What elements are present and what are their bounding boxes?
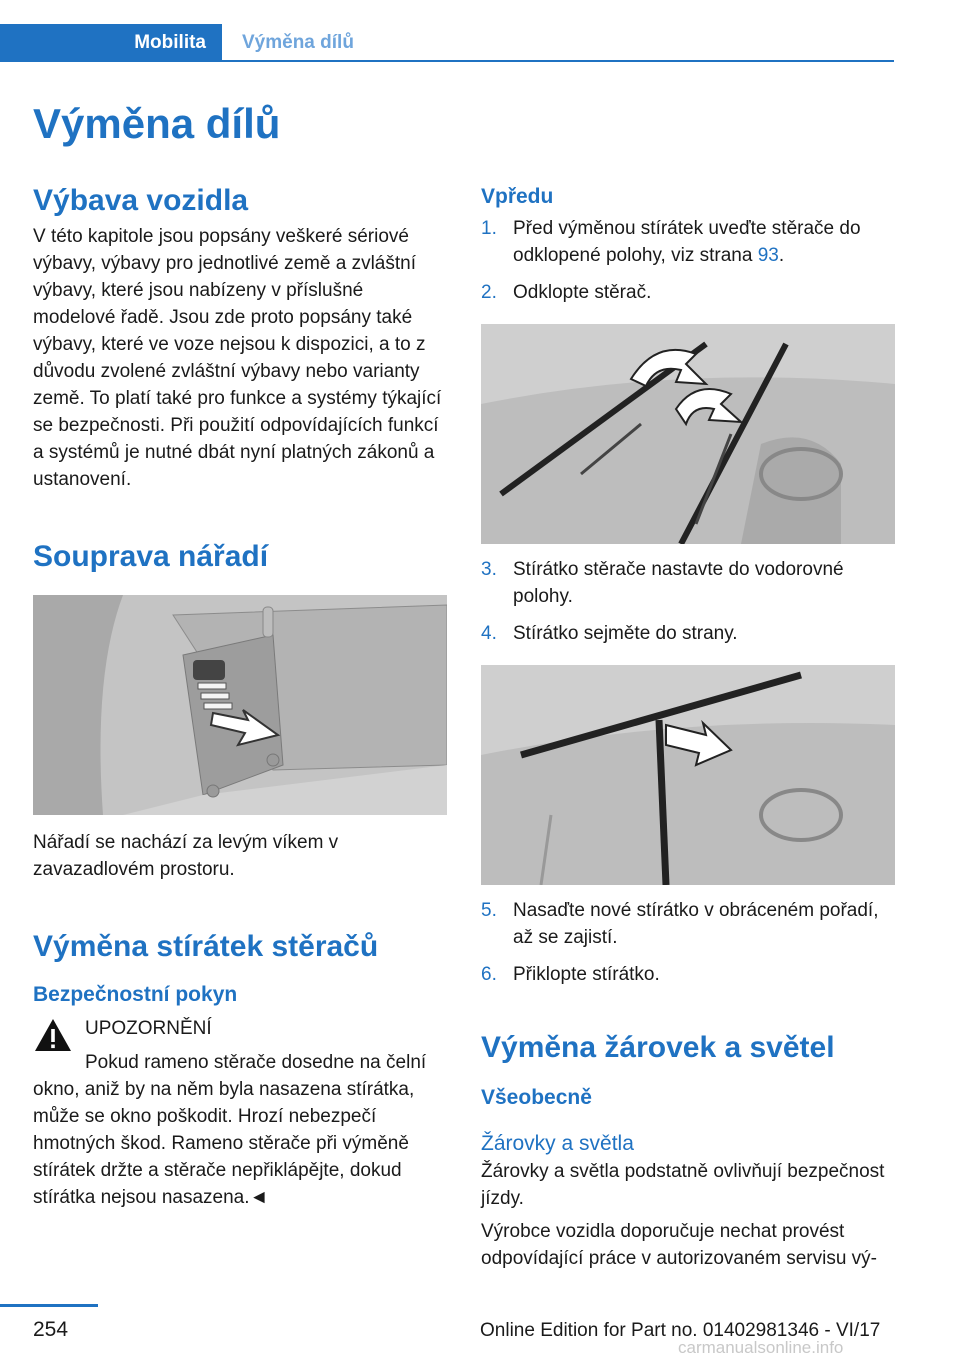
- edition-info: Online Edition for Part no. 01402981346 - VI/17: [480, 1320, 881, 1341]
- heading-vymena-staratek: Výměna stírátek stěračů: [33, 930, 379, 963]
- heading-vymena-zarovek: Výměna žárovek a světel: [481, 1031, 835, 1064]
- footer-rule: [0, 1304, 98, 1307]
- page-title: Výměna dílů: [33, 100, 281, 147]
- trunk-illustration: [33, 595, 447, 815]
- wiper-remove-illustration: [481, 665, 895, 885]
- step-item: [481, 620, 895, 647]
- header-rule: [222, 60, 894, 62]
- wiper-figure-2: [481, 665, 895, 885]
- page-number: 254: [33, 1318, 69, 1341]
- step-number: 5.: [481, 900, 497, 921]
- heading-vybava-vozidla: Výbava vozidla: [33, 184, 249, 217]
- step-text: Stírátko stěrače nastavte do vodorovné polohy.: [513, 559, 844, 607]
- step-number: 6.: [481, 964, 497, 985]
- heading-souprava-naradi: Souprava nářadí: [33, 540, 269, 573]
- step-number: 4.: [481, 623, 497, 644]
- wiper-figure-1: [481, 324, 895, 544]
- watermark: carmanualsonline.info: [678, 1338, 844, 1357]
- heading-zarovky-a-svetla: Žárovky a světla: [481, 1132, 634, 1155]
- step-number: 1.: [481, 218, 497, 239]
- toolkit-caption: Nářadí se nachází za levým víkem v zavazadlovém prostoru.: [33, 832, 339, 880]
- heading-bezpecnostni-pokyn: Bezpečnostní pokyn: [33, 983, 238, 1006]
- step-item: [481, 556, 895, 610]
- tab-mobilita[interactable]: Mobilita: [0, 24, 222, 62]
- left-column: [33, 183, 447, 1211]
- toolkit-figure: [33, 595, 447, 815]
- step-number: 3.: [481, 559, 497, 580]
- step-text: Nasaďte nové stírátko v obráceném pořadí, až se zajistí.: [513, 900, 879, 948]
- header-tabs: [0, 0, 894, 62]
- vybava-text: V této kapitole jsou popsány veškeré sériové výbavy, výbavy pro jednotlivé země a zvláštní výbavy, které jsou nabízeny v příslušné modelové řadě. Jsou zde proto popsány také výbavy, které ve voze nejsou k dispozici, a to z důvodu zvolené zvláštní výbavy nebo varianty země. To platí také pro funkce a systémy týkající se bezpečnosti. Při použití odpovídajících funkcí a systémů je nutné dbát nyní platných zákonů a ustanovení.: [33, 226, 442, 490]
- step-item: [481, 961, 895, 988]
- tab-vymena-dilu[interactable]: Výměna dílů: [242, 32, 354, 53]
- heading-vpredu: Vpředu: [481, 185, 554, 208]
- step-item: [481, 215, 895, 269]
- steps-list-c: [481, 897, 895, 988]
- step-text: Odklopte stěrač.: [513, 282, 652, 303]
- bulbs-text-2: Výrobce vozidla doporučuje nechat provést odpovídající práce v autorizovaném servisu vý-: [481, 1221, 878, 1269]
- right-column: [481, 183, 895, 1272]
- steps-list-a: [481, 215, 895, 306]
- warning-label: UPOZORNĚNÍ: [85, 1018, 212, 1039]
- warning-block: [33, 1015, 447, 1053]
- warning-triangle-icon: [33, 1017, 73, 1053]
- step-text: Před výměnou stírátek uveďte stěrače do odklopené polohy, viz strana 93.: [513, 218, 861, 266]
- step-item: [481, 279, 895, 306]
- step-text: Přiklopte stírátko.: [513, 964, 660, 985]
- steps-list-b: [481, 556, 895, 647]
- page-link[interactable]: 93: [757, 245, 779, 266]
- wiper-raise-illustration: [481, 324, 895, 544]
- warning-text: Pokud rameno stěrače dosedne na čelní okno, aniž by na něm byla nasazena stírátka, může se okno poškodit. Hrozí nebezpečí hmotných škod. Rameno stěrače při výměně stírátek držte a stěrače nepřiklápějte, dokud stírátka nejsou nasazena.◄: [33, 1052, 427, 1208]
- bulbs-text-1: Žárovky a světla podstatně ovlivňují bezpečnost jízdy.: [481, 1161, 885, 1209]
- step-item: [481, 897, 895, 951]
- step-text: Stírátko sejměte do strany.: [513, 623, 738, 644]
- heading-vseobecne: Všeobecně: [481, 1086, 592, 1109]
- step-number: 2.: [481, 282, 497, 303]
